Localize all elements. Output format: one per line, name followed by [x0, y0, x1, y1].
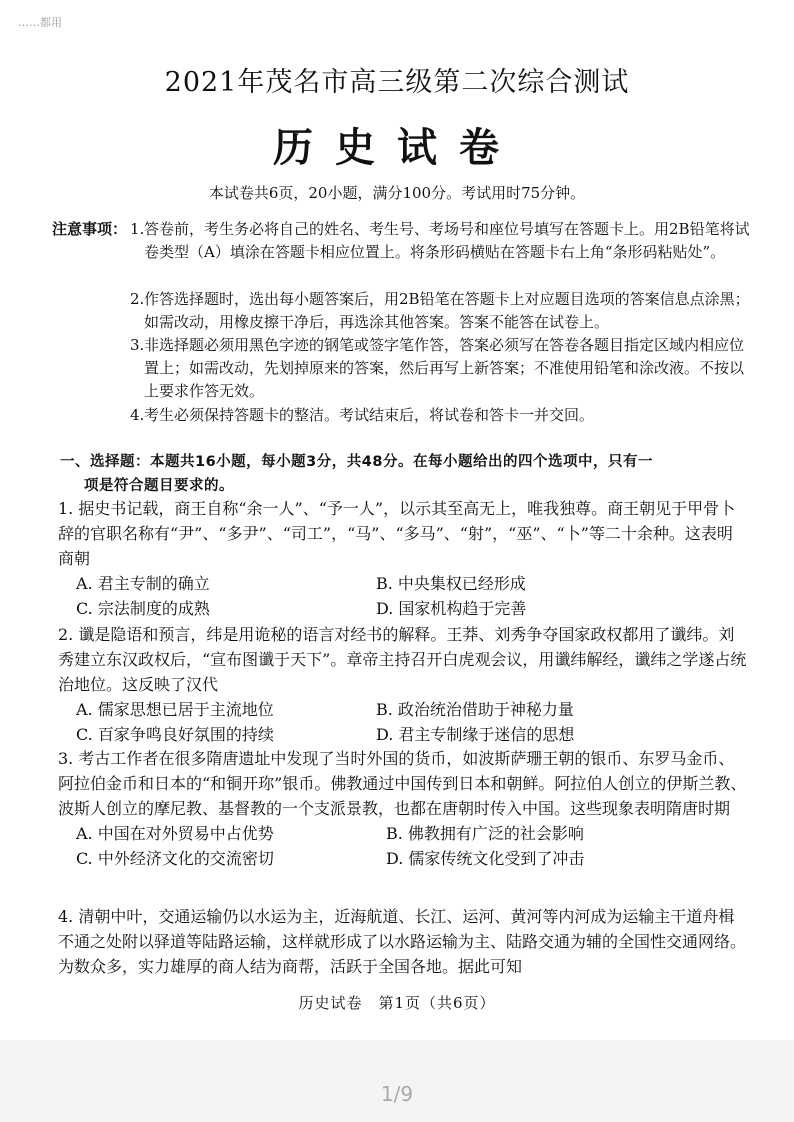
- section-heading-line2: 项是符合题目要求的。: [84, 478, 234, 494]
- question-stem: 3. 考古工作者在很多隋唐遗址中发现了当时外国的货币，如波斯萨珊王朝的银币、东罗马金币、阿拉伯金币和日本的“和铜开珎”银币。佛教通过中国传到日本和朝鲜。阿拉伯人创立的伊斯兰教、波斯人创立的摩尼教、基督教的一个支派景教，也都在唐朝时传入中国。这些现象表明隋唐时期: [58, 749, 747, 818]
- page-footer: 历史试卷 第1页（共6页）: [298, 994, 496, 1012]
- option-b: B. 佛教拥有广泛的社会影响: [386, 824, 584, 843]
- subject-title: 历史试卷: [273, 124, 521, 171]
- note-number: 4.: [130, 406, 145, 424]
- notes-label: 注意事项：: [52, 220, 128, 238]
- question-3: [58, 746, 748, 871]
- note-item: [130, 334, 750, 403]
- option-b: B. 中央集权已经形成: [376, 574, 526, 593]
- option-a: A. 君主专制的确立: [76, 574, 210, 593]
- option-a: A. 中国在对外贸易中占优势: [76, 824, 274, 843]
- note-text: 答卷前，考生务必将自己的姓名、考生号、考场号和座位号填写在答题卡上。用2B铅笔将试卷类型（A）填涂在答题卡相应位置上。将条形码横贴在答题卡右上角“条形码粘贴处”。: [144, 220, 750, 261]
- option-a: A. 儒家思想已居于主流地位: [76, 700, 274, 719]
- exam-title: 2021年茂名市高三级第二次综合测试: [164, 67, 630, 98]
- question-1: [58, 496, 748, 621]
- question-4: [58, 904, 748, 979]
- note-number: 2.: [130, 290, 145, 308]
- option-c: C. 百家争鸣良好氛围的持续: [76, 725, 274, 744]
- note-item: [130, 218, 750, 264]
- note-item: [130, 404, 750, 427]
- options-group: [58, 571, 748, 621]
- exam-info: 本试卷共6页，20小题，满分100分。考试用时75分钟。: [208, 184, 586, 202]
- question-stem: 2. 谶是隐语和预言，纬是用诡秘的语言对经书的解释。王莽、刘秀争夺国家政权都用了谶纬。刘秀建立东汉政权后，“宣布图谶于天下”。章帝主持召开白虎观会议，用谶纬解经，谶纬之学遂占统治地位。这反映了汉代: [58, 625, 747, 694]
- section-heading: [60, 450, 750, 498]
- question-stem: 4. 清朝中叶，交通运输仍以水运为主，近海航道、长江、运河、黄河等内河成为运输主干道舟楫不通之处附以驿道等陆路运输，这样就形成了以水路运输为主、陆路交通为辅的全国性交通网络。为数众多，实力雄厚的商人结为商帮，活跃于全国各地。据此可知: [58, 907, 747, 976]
- section-heading-line1: 一、选择题：本题共16小题，每小题3分，共48分。在每小题给出的四个选项中，只有一: [60, 454, 653, 470]
- question-2: [58, 622, 748, 747]
- options-group: [58, 697, 748, 747]
- corner-watermark: ……都用: [18, 16, 62, 29]
- option-d: D. 国家机构趋于完善: [376, 599, 527, 618]
- option-d: D. 君主专制缘于迷信的思想: [376, 725, 575, 744]
- note-text: 非选择题必须用黑色字迹的钢笔或签字笔作答，答案必须写在答卷各题目指定区域内相应位置上；如需改动，先划掉原来的答案，然后再写上新答案；不准使用铅笔和涂改液。不按以上要求作答无效。: [144, 336, 745, 400]
- note-number: 3.: [130, 336, 145, 354]
- question-stem: 1. 据史书记载，商王自称“余一人”、“予一人”，以示其至高无上，唯我独尊。商王朝见于甲骨卜辞的官职名称有“尹”、“多尹”、“司工”，“马”、“多马”、“射”，“巫”、“卜”等二十余种。这表明商朝: [58, 499, 736, 568]
- options-group: [58, 821, 748, 871]
- page-indicator: 1/9: [380, 1082, 414, 1106]
- option-b: B. 政治统治借助于神秘力量: [376, 700, 574, 719]
- option-c: C. 宗法制度的成熟: [76, 599, 210, 618]
- option-c: C. 中外经济文化的交流密切: [76, 849, 274, 868]
- note-text: 作答选择题时，选出每小题答案后，用2B铅笔在答题卡上对应题目选项的答案信息点涂黑；如需改动，用橡皮擦干净后，再选涂其他答案。答案不能答在试卷上。: [144, 290, 750, 331]
- note-item: [130, 288, 750, 334]
- note-number: 1.: [130, 220, 145, 238]
- option-d: D. 儒家传统文化受到了冲击: [386, 849, 585, 868]
- note-text: 考生必须保持答题卡的整洁。考试结束后，将试卷和答卡一并交回。: [144, 406, 595, 424]
